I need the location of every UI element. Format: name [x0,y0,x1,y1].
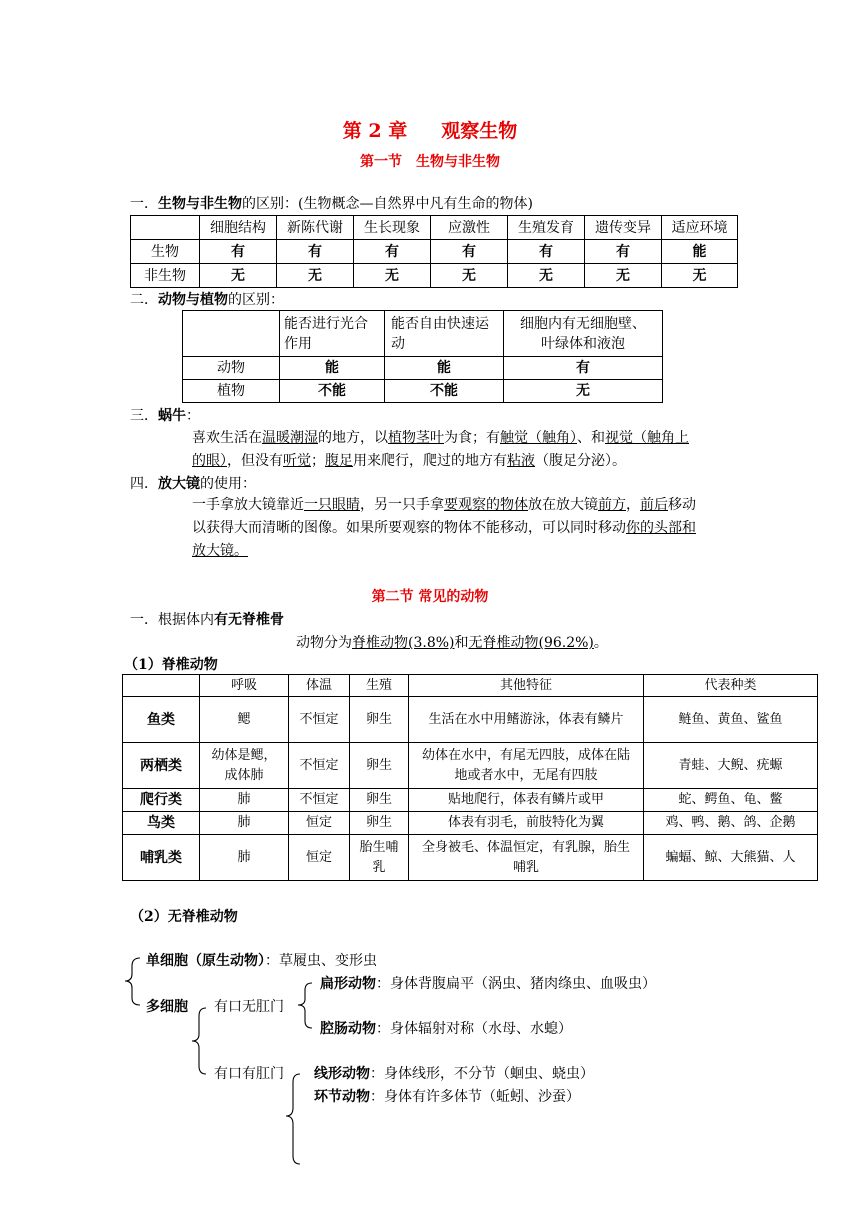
invertebrate-title: （2）无脊椎动物 [130,909,238,925]
vertebrate-title: （1）脊椎动物 [124,657,218,673]
table-cell: 适应环境 [662,216,738,240]
table-cell: 无 [504,380,663,403]
table-cell: 应激性 [431,216,508,240]
table-cell: 无 [200,264,277,288]
table-cell: 有 [504,357,663,380]
magnifier-line-3: 放大镜。 [192,543,248,559]
table-cell: 不能 [280,380,385,403]
table-cell: 生物 [131,240,200,264]
table-row: 爬行类 肺 不恒定 卵生 贴地爬行，体表有鳞片或甲 蛇、鳄鱼、龟、鳖 [123,789,818,812]
q4-number: 四． [130,476,158,492]
q1-bold: 生物与非生物 [158,196,242,212]
table-header-row: 呼吸 体温 生殖 其他特征 代表种类 [123,675,818,697]
anus-label: 有口有肛门 [214,1066,284,1082]
table-cell: 无 [585,264,662,288]
cnidarian-line: 腔肠动物：身体辐射对称（水母、水螅） [320,1021,572,1037]
q2-number: 二． [130,292,158,308]
magnifier-line-1: 一手拿放大镜靠近一只眼睛，另一只手拿要观察的物体放在放大镜前方，前后移动 [192,497,696,513]
table-cell: 有 [431,240,508,264]
section2-heading: 第二节 常见的动物 [371,589,489,605]
snail-line-1: 喜欢生活在温暖潮湿的地方，以植物茎叶为食；有触觉（触角）、和视觉（触角上 [192,430,689,446]
table-cell: 有 [277,240,354,264]
table-cell: 能 [385,357,504,380]
brace-multi [192,1008,206,1074]
classification-line: 动物分为脊椎动物(3.8%)和无脊椎动物(96.2%)。 [296,635,608,651]
q1-number: 一． [130,196,158,212]
no-anus-label: 有口无肛门 [214,999,284,1015]
table-cell: 生长现象 [354,216,431,240]
brace-main [125,958,140,1005]
chapter-number: 第 2 章 [342,120,408,142]
table-cell: 能否自由快速运动 [385,311,504,357]
table-cell: 无 [277,264,354,288]
table-cell: 动物 [183,357,280,380]
table-cell: 能 [662,240,738,264]
q1-text: 的区别：(生物概念—自然界中凡有生命的物体) [242,196,533,212]
table-cell: 生殖发育 [508,216,585,240]
table-cell: 不能 [385,380,504,403]
table-cell: 无 [508,264,585,288]
brace-anus [286,1074,300,1164]
chapter-name: 观察生物 [441,120,518,142]
table-cell: 植物 [183,380,280,403]
q3-bold: 蜗牛 [158,408,186,424]
table-cell: 遗传变异 [585,216,662,240]
table-cell: 能否进行光合作用 [280,311,385,357]
single-cell-line: 单细胞（原生动物）：草履虫、变形虫 [146,953,377,969]
s2-q1-bold: 有无脊椎骨 [214,612,284,628]
table-cell: 有 [200,240,277,264]
table-cell: 无 [662,264,738,288]
q4-text: 的使用： [200,476,256,492]
table-cell: 细胞内有无细胞壁、叶绿体和液泡 [504,311,663,357]
table-cell: 新陈代谢 [277,216,354,240]
table-cell: 细胞结构 [200,216,277,240]
table-cell: 非生物 [131,264,200,288]
table-cell: 有 [354,240,431,264]
flatworm-line: 扁形动物：身体背腹扁平（涡虫、猪肉绦虫、血吸虫） [320,976,656,992]
s2-q1-text: 一．根据体内 [130,612,214,628]
snail-line-2: 的眼），但没有听觉；腹足用来爬行，爬过的地方有粘液（腹足分泌）。 [192,453,626,469]
table-cell: 无 [431,264,508,288]
q3-text: ： [186,408,200,424]
q4-bold: 放大镜 [158,476,200,492]
table-cell: 无 [354,264,431,288]
table-cell: 有 [508,240,585,264]
table-row: 鱼类 鳃 不恒定 卵生 生活在水中用鳍游泳，体表有鳞片 鲢鱼、黄鱼、鲨鱼 [123,697,818,743]
table-row: 哺乳类 肺 恒定 胎生哺乳 全身被毛、体温恒定，有乳腺，胎生哺乳 蝙蝠、鲸、大熊猫、人 [123,835,818,881]
brace-no-anus [298,983,312,1028]
q3-number: 三． [130,408,158,424]
multi-cell-label: 多细胞 [146,999,188,1015]
table-cell: 有 [585,240,662,264]
roundworm-line: 线形动物：身体线形，不分节（蛔虫、蛲虫） [314,1066,594,1082]
table-row: 两栖类 幼体是鳃，成体肺 不恒定 卵生 幼体在水中，有尾无四肢，成体在陆地或者水中，无尾有四肢 青蛙、大鲵、疣螈 [123,743,818,789]
table-cell: 能 [280,357,385,380]
magnifier-line-2: 以获得大而清晰的图像。如果所要观察的物体不能移动，可以同时移动你的头部和 [192,520,696,536]
section1-heading: 第一节 生物与非生物 [360,154,500,170]
annelid-line: 环节动物：身体有许多体节（蚯蚓、沙蚕） [314,1089,580,1105]
table-row: 鸟类 肺 恒定 卵生 体表有羽毛，前肢特化为翼 鸡、鸭、鹅、鸽、企鹅 [123,812,818,835]
q2-bold: 动物与植物 [158,292,228,308]
q2-text: 的区别： [228,292,284,308]
